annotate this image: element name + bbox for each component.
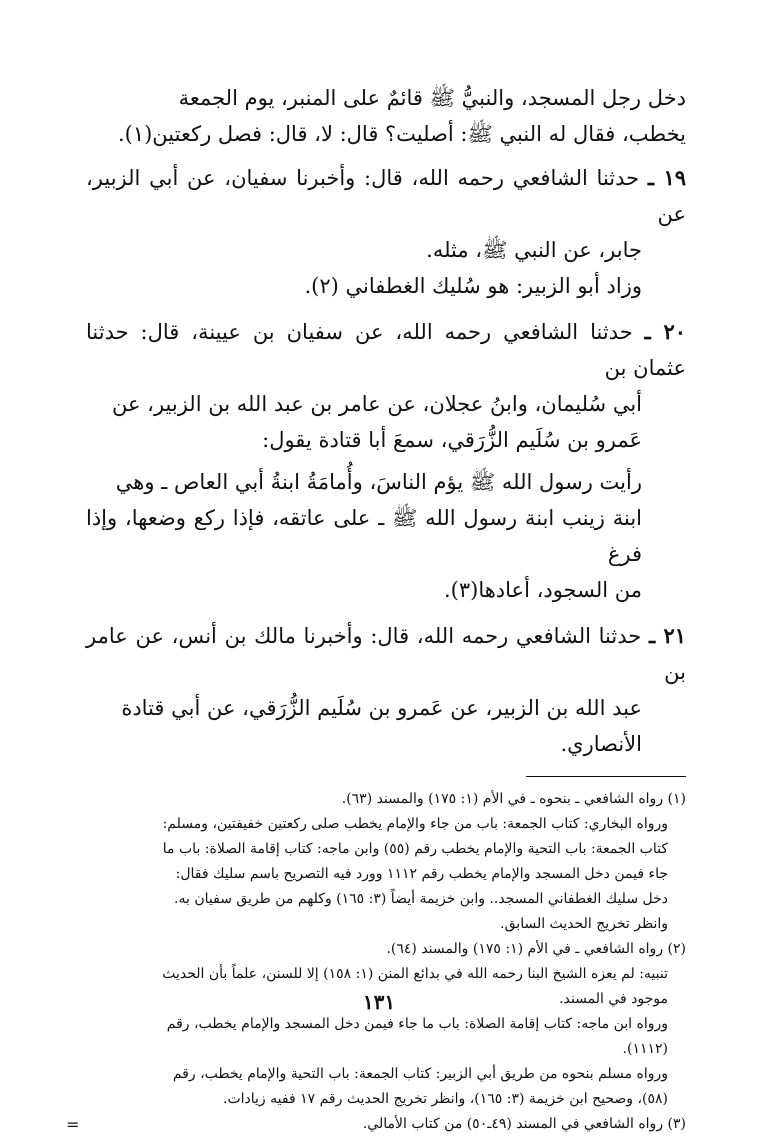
footnote-line: جاء فيمن دخل المسجد والإمام يخطب رقم ١١١٢ وورد فيه التصريح باسم سليك فقال: xyxy=(175,866,668,882)
text-line: عَمرو بن سُلَيم الزُّرَقي، سمعَ أبا قتادة يقول: xyxy=(262,428,642,452)
footnote-line: وانظر تخريج الحديث السابق. xyxy=(500,916,668,932)
main-text xyxy=(86,80,686,762)
hadith-text: حدثنا الشافعي رحمه الله، قال: وأخبرنا مالك بن أنس، عن عامر بن xyxy=(86,624,686,684)
footnote-3 xyxy=(66,1112,686,1137)
footnote-2: (٢) رواه الشافعي ـ في الأم (١: ١٧٥) والمسند (٦٤). xyxy=(386,941,686,957)
footnote-line: ورواه مسلم بنحوه من طريق أبي الزبير: كتاب الجمعة: باب التحية والإمام يخطب، رقم xyxy=(172,1066,668,1082)
footnotes xyxy=(66,787,686,1137)
text-line: رأيت رسول الله ﷺ يؤم الناسَ، وأُمامَةُ ابنةُ أبي العاص ـ وهي xyxy=(115,470,642,494)
quoted-report xyxy=(86,464,686,608)
footnote-divider xyxy=(526,776,686,777)
hadith-text: حدثنا الشافعي رحمه الله، قال: وأخبرنا سفيان، عن أبي الزبير، عن xyxy=(86,166,686,226)
text-line xyxy=(86,160,686,232)
footnote-1: (١) رواه الشافعي ـ بنحوه ـ في الأم (١: ١٧٥) والمسند (٦٣). xyxy=(341,791,686,807)
hadith-19 xyxy=(86,160,686,304)
footnote-line: تنبيه: لم يعزه الشيخ البنا رحمه الله في بدائع المنن (١: ١٥٨) إلا للسنن، علماً بأن الحديث xyxy=(162,966,668,982)
hadith-number: ٢٠ ـ xyxy=(644,319,686,344)
hadith-number: ١٩ ـ xyxy=(647,165,686,190)
footnote-line: ورواه البخاري: كتاب الجمعة: باب من جاء والإمام يخطب صلى ركعتين خفيفتين، ومسلم: xyxy=(162,816,668,832)
page-content xyxy=(66,80,686,1137)
hadith-21 xyxy=(86,618,686,762)
page-number: ١٣١ xyxy=(362,990,396,1014)
footnote-line: كتاب الجمعة: باب التحية والإمام يخطب رقم (٥٥) وابن ماجه: كتاب إقامة الصلاة: باب ما xyxy=(162,841,668,857)
footnote-line: (١١١٢). xyxy=(622,1041,668,1057)
text-line: وزاد أبو الزبير: هو سُليك الغطفاني (٢). xyxy=(304,274,642,298)
footnote-line: ورواه ابن ماجه: كتاب إقامة الصلاة: باب ما جاء فيمن دخل المسجد والإمام يخطب، رقم xyxy=(166,1016,668,1032)
text-line: أبي سُليمان، وابنُ عجلان، عن عامر بن عبد الله بن الزبير، عن xyxy=(111,392,642,416)
text-line xyxy=(86,618,686,690)
text-line: دخل رجل المسجد، والنبيُّ ﷺ قائمٌ على المنبر، يوم الجمعة xyxy=(178,86,686,110)
footnote-text: (٣) رواه الشافعي في المسند (٤٩ـ٥٠) من كتاب الأمالي. xyxy=(362,1116,686,1132)
footnote-line: موجود في المسند. xyxy=(559,991,668,1007)
footnote-line: (٥٨)، وصحيح ابن خزيمة (٣: ١٦٥)، وانظر تخريج الحديث رقم ١٧ ففيه زيادات. xyxy=(223,1091,668,1107)
continuation-mark: = xyxy=(66,1115,80,1134)
footnote-line: دخل سليك الغطفاني المسجد.. وابن خزيمة أيضاً (٣: ١٦٥) وكلهم من طريق سفيان به. xyxy=(174,891,668,907)
text-line: من السجود، أعادها(٣). xyxy=(443,578,642,602)
text-line: جابر، عن النبي ﷺ، مثله. xyxy=(426,238,642,262)
hadith-text: حدثنا الشافعي رحمه الله، عن سفيان بن عيينة، قال: حدثنا عثمان بن xyxy=(86,320,686,380)
text-line: الأنصاري. xyxy=(560,732,642,756)
text-line: ابنة زينب ابنة رسول الله ﷺ ـ على عاتقه، فإذا ركع وضعها، وإذا فرغ xyxy=(86,506,642,566)
hadith-number: ٢١ ـ xyxy=(648,623,686,648)
text-line: عبد الله بن الزبير، عن عَمرو بن سُلَيم الزُّرَقي، عن أبي قتادة xyxy=(121,696,642,720)
text-line: يخطب، فقال له النبي ﷺ: أصليت؟ قال: لا، قال: فصل ركعتين(١). xyxy=(117,122,686,146)
intro-paragraph xyxy=(86,80,686,152)
hadith-20 xyxy=(86,314,686,608)
text-line xyxy=(86,314,686,386)
